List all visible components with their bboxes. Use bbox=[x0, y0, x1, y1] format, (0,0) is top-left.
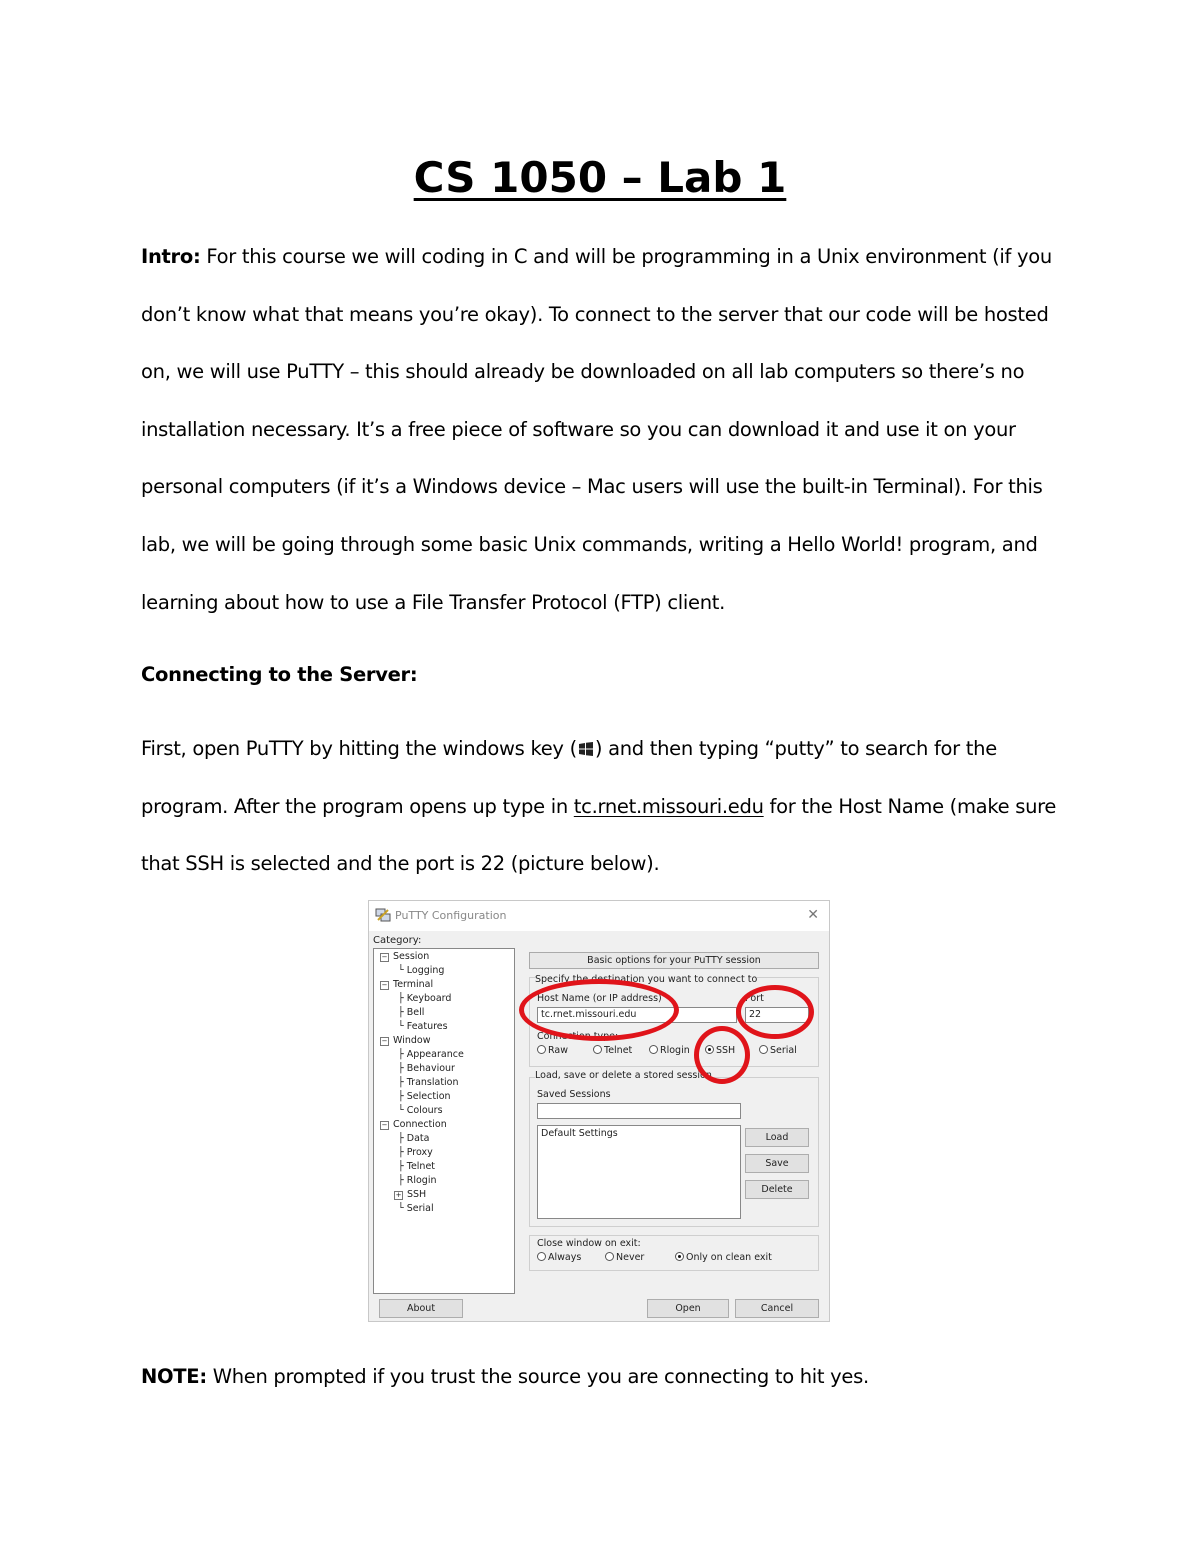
collapse-icon[interactable]: − bbox=[381, 981, 388, 989]
radio-circle-icon bbox=[537, 1252, 546, 1261]
host-name-label: Host Name (or IP address) bbox=[537, 993, 662, 1004]
about-button[interactable]: About bbox=[379, 1299, 463, 1318]
tree-item-rlogin[interactable]: ├ Rlogin bbox=[398, 1175, 437, 1186]
saved-sessions-input[interactable] bbox=[537, 1103, 741, 1119]
tree-item-window[interactable]: − Window bbox=[381, 1035, 431, 1046]
tree-item-colours[interactable]: └ Colours bbox=[398, 1105, 443, 1116]
intro-paragraph bbox=[141, 228, 1066, 631]
tree-item-serial[interactable]: └ Serial bbox=[398, 1203, 434, 1214]
tree-item-session[interactable]: − Session bbox=[381, 951, 430, 962]
intro-text: For this course we will coding in C and will be programming in a Unix environment (if you don’t know what that means you’re okay). To connect to the server that our code will be hosted on, we will use PuTTY – this should already be downloaded on all lab computers so there’s no installation necessary. It’s a free piece of software so you can download it and use it on your personal computers (if it’s a Windows device – Mac users will use the built-in Terminal). For this lab, we will be going through some basic Unix commands, writing a Hello World! program, and learning about how to use a File Transfer Protocol (FTP) client. bbox=[141, 245, 1052, 614]
tree-item-proxy[interactable]: ├ Proxy bbox=[398, 1147, 433, 1158]
tree-item-data[interactable]: ├ Data bbox=[398, 1133, 430, 1144]
radio-rlogin[interactable]: Rlogin bbox=[649, 1045, 690, 1056]
sessions-list[interactable] bbox=[537, 1125, 741, 1219]
collapse-icon[interactable]: − bbox=[381, 953, 388, 961]
intro-label: Intro: bbox=[141, 245, 201, 268]
radio-ssh[interactable]: SSH bbox=[705, 1045, 735, 1056]
radio-selected-icon bbox=[675, 1252, 684, 1261]
save-button[interactable]: Save bbox=[745, 1154, 809, 1173]
port-input[interactable]: 22 bbox=[745, 1007, 809, 1023]
section-title: Basic options for your PuTTY session bbox=[529, 952, 819, 969]
close-window-label: Close window on exit: bbox=[537, 1238, 641, 1249]
radio-circle-icon bbox=[759, 1045, 768, 1054]
tree-item-terminal[interactable]: − Terminal bbox=[381, 979, 434, 990]
radio-clean-exit[interactable]: Only on clean exit bbox=[675, 1252, 772, 1263]
putty-configuration-screenshot bbox=[368, 900, 830, 1322]
category-label: Category: bbox=[373, 935, 422, 946]
tree-item-keyboard[interactable]: ├ Keyboard bbox=[398, 993, 452, 1004]
radio-circle-icon bbox=[649, 1045, 658, 1054]
connecting-heading: Connecting to the Server: bbox=[141, 663, 418, 686]
tree-item-translation[interactable]: ├ Translation bbox=[398, 1077, 459, 1088]
radio-circle-icon bbox=[593, 1045, 602, 1054]
port-highlight bbox=[736, 985, 814, 1039]
radio-serial[interactable]: Serial bbox=[759, 1045, 797, 1056]
tree-item-selection[interactable]: ├ Selection bbox=[398, 1091, 451, 1102]
tree-item-ssh[interactable]: + SSH bbox=[395, 1189, 427, 1200]
note-label: NOTE: bbox=[141, 1365, 207, 1388]
putty-window-title: PuTTY Configuration bbox=[395, 909, 507, 922]
connection-type-label: Connection type: bbox=[537, 1031, 619, 1042]
tree-item-appearance[interactable]: ├ Appearance bbox=[398, 1049, 464, 1060]
host-name-highlight bbox=[519, 979, 679, 1041]
expand-icon[interactable]: + bbox=[395, 1191, 402, 1199]
load-save-label: Load, save or delete a stored session bbox=[535, 1070, 712, 1081]
saved-sessions-label: Saved Sessions bbox=[537, 1089, 611, 1100]
step-paragraph: First, open PuTTY by hitting the windows key ( ) and then typing “putty” to search for the program. After the program opens up type in tc.rnet.missouri.edu for the Host Name (make sure that SSH is selected and the port is 22 (picture below). bbox=[141, 737, 1057, 876]
page-title: CS 1050 – Lab 1 bbox=[413, 153, 787, 202]
cancel-button[interactable]: Cancel bbox=[735, 1299, 819, 1318]
port-label: Port bbox=[745, 993, 764, 1004]
windows-key-icon bbox=[579, 742, 593, 756]
radio-never[interactable]: Never bbox=[605, 1252, 644, 1263]
delete-button[interactable]: Delete bbox=[745, 1180, 809, 1199]
host-link[interactable]: tc.rnet.missouri.edu bbox=[573, 794, 764, 818]
radio-always[interactable]: Always bbox=[537, 1252, 581, 1263]
radio-circle-icon bbox=[605, 1252, 614, 1261]
tree-item-bell[interactable]: ├ Bell bbox=[398, 1007, 425, 1018]
tree-item-telnet[interactable]: ├ Telnet bbox=[398, 1161, 436, 1172]
destination-label: Specify the destination you want to connect to bbox=[535, 974, 758, 985]
category-tree[interactable] bbox=[373, 948, 515, 1294]
tree-item-logging[interactable]: └ Logging bbox=[398, 965, 445, 976]
putty-app-icon bbox=[375, 907, 391, 923]
list-item[interactable]: Default Settings bbox=[541, 1128, 618, 1139]
tree-item-connection[interactable]: − Connection bbox=[381, 1119, 447, 1130]
host-name-input[interactable]: tc.rnet.missouri.edu bbox=[537, 1007, 737, 1023]
collapse-icon[interactable]: − bbox=[381, 1121, 388, 1129]
ssh-highlight bbox=[694, 1026, 750, 1084]
radio-telnet[interactable]: Telnet bbox=[593, 1045, 632, 1056]
close-icon[interactable]: ✕ bbox=[807, 907, 819, 923]
radio-circle-icon bbox=[537, 1045, 546, 1054]
radio-raw[interactable]: Raw bbox=[537, 1045, 568, 1056]
note-text: When prompted if you trust the source you are connecting to hit yes. bbox=[206, 1365, 869, 1388]
collapse-icon[interactable]: − bbox=[381, 1037, 388, 1045]
tree-item-behaviour[interactable]: ├ Behaviour bbox=[398, 1063, 455, 1074]
tree-item-features[interactable]: └ Features bbox=[398, 1021, 448, 1032]
open-button[interactable]: Open bbox=[647, 1299, 729, 1318]
load-button[interactable]: Load bbox=[745, 1128, 809, 1147]
putty-titlebar bbox=[369, 901, 829, 931]
note-paragraph bbox=[141, 1348, 1066, 1406]
